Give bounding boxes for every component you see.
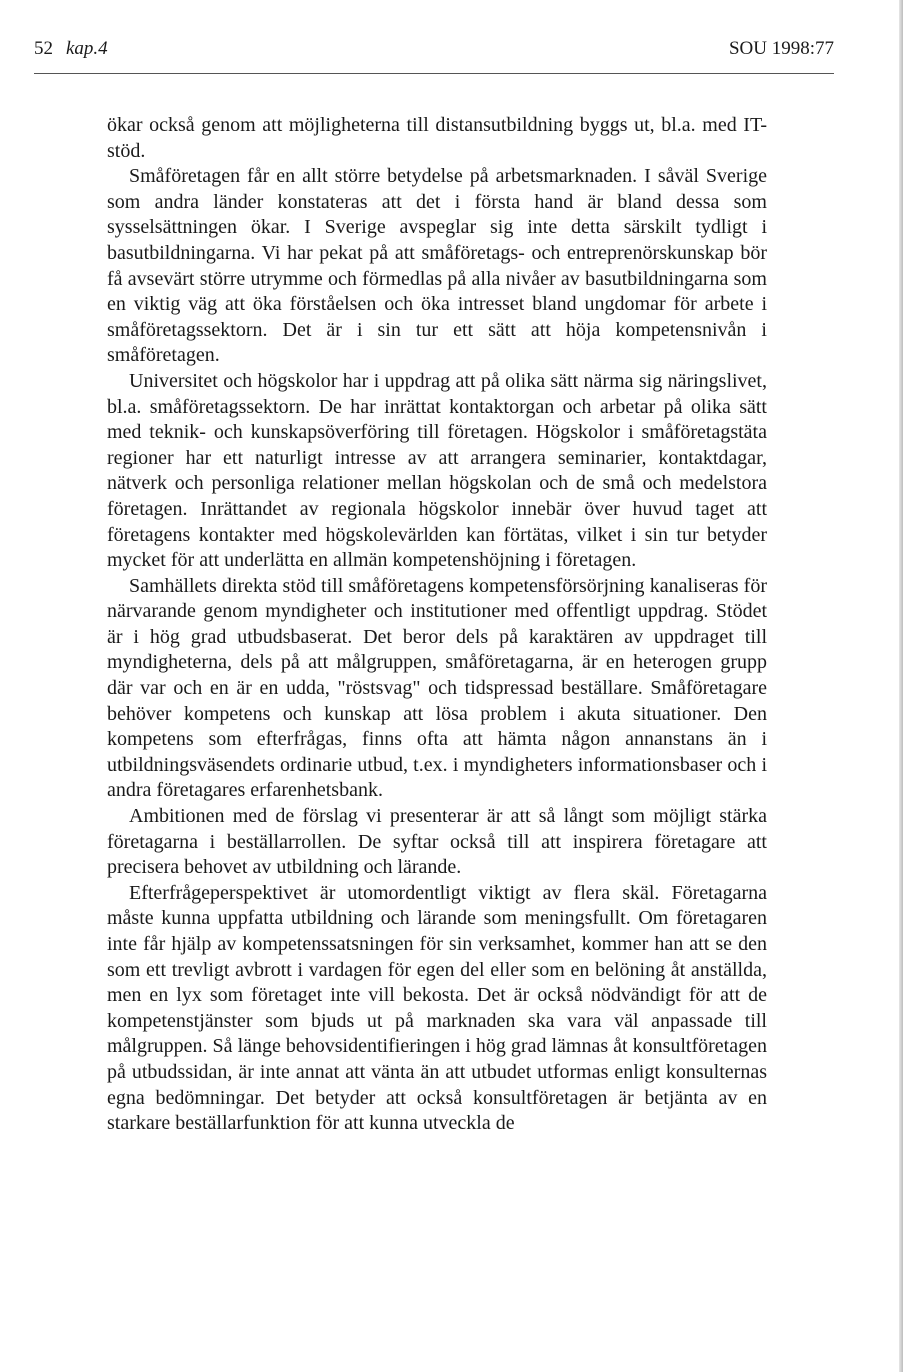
page-edge [899,0,903,1372]
page-number: 52 [34,38,53,59]
body-text [107,113,767,1137]
paragraph-4: Samhällets direkta stöd till småföretagens kompetensförsörjning kanaliseras för närvarande genom myndigheter och institutioner med offentligt uppdrag. Stödet är i hög grad utbudsbaserat. Det beror dels på karaktären av uppdraget till myndigheterna, dels på att målgruppen, småföretagarna, är en heterogen grupp där var och en är en udda, "röstsvag" och tidspressad beställare. Småföretagare behöver kompetens och kunskap att lösa problem i akuta situationer. Den kompetens som efterfrågas, finns ofta att hämta någon annanstans än i utbildningsväsendets ordinarie utbud, t.ex. i myndigheters informationsbaser och i andra företagares erfarenhetsbank. [107,574,767,802]
running-header [34,36,834,62]
paragraph-6: Efterfrågeperspektivet är utomordentligt viktigt av flera skäl. Företagarna måste kunna uppfatta utbildning och lärande som meningsfullt. Om företagaren inte får hjälp av kompetenssatsningen för sin verksamhet, kommer han att se den som ett trevligt avbrott i vardagen för egen del eller som en belöning åt anställda, men en lyx som företaget inte vill bekosta. Det är också nödvändigt för att de kompetenstjänster som bjuds ut på marknaden ska vara väl anpassade till målgruppen. Så länge behovsidentifieringen i hög grad lämnas åt konsultföretagen på utbudssidan, är inte annat att vänta än att utbudet utformas enligt konsulternas egna bedömningar. Det betyder att också konsultföretagen är betjänta av en starkare beställarfunktion för att kunna utveckla de [107,881,767,1135]
chapter-label: kap.4 [66,38,108,59]
paragraph-5: Ambitionen med de förslag vi presenterar är att så långt som möjligt stärka företagarna i beställarrollen. De syftar också till att inspirera företagare att precisera behovet av utbildning och lärande. [107,805,767,879]
series-label: SOU 1998:77 [728,38,834,59]
paragraph-2: Småföretagen får en allt större betydelse på arbetsmarknaden. I såväl Sverige som andra länder konstateras att det i första hand är bland dessa som sysselsättningen ökar. I Sverige avspeglar sig inte detta särskilt tydligt i basutbildningarna. Vi har pekat på att småföretags- och entreprenörskunskap bör få avsevärt större utrymme och förmedlas på alla nivåer av basutbildningarna som en viktig väg att öka förståelsen och öka intresset bland ungdomar för arbete i småföretagssektorn. Det är i sin tur ett sätt att höja kompetensnivån i småföretagen. [107,165,767,367]
paragraph-3: Universitet och högskolor har i uppdrag att på olika sätt närma sig näringslivet, bl.a. småföretagssektorn. De har inrättat kontaktorgan och arbetar på olika sätt med teknik- och kunskapsöverföring till företagen. Högskolor i småföretagstäta regioner har ett naturligt intresse av att arrangera seminarier, kontaktdagar, nätverk och personliga relationer mellan högskolan och de små och medelstora företagen. Inrättandet av regionala högskolor innebär över huvud taget att företagens kontakter med högskolevärlden kan förtätas, vilket i sin tur betyder mycket för att underlätta en allmän kompetenshöjning i företagen. [107,369,767,572]
header-rule [34,73,834,74]
paragraph-1: ökar också genom att möjligheterna till distansutbildning byggs ut, bl.a. med IT-stöd. [107,114,767,162]
